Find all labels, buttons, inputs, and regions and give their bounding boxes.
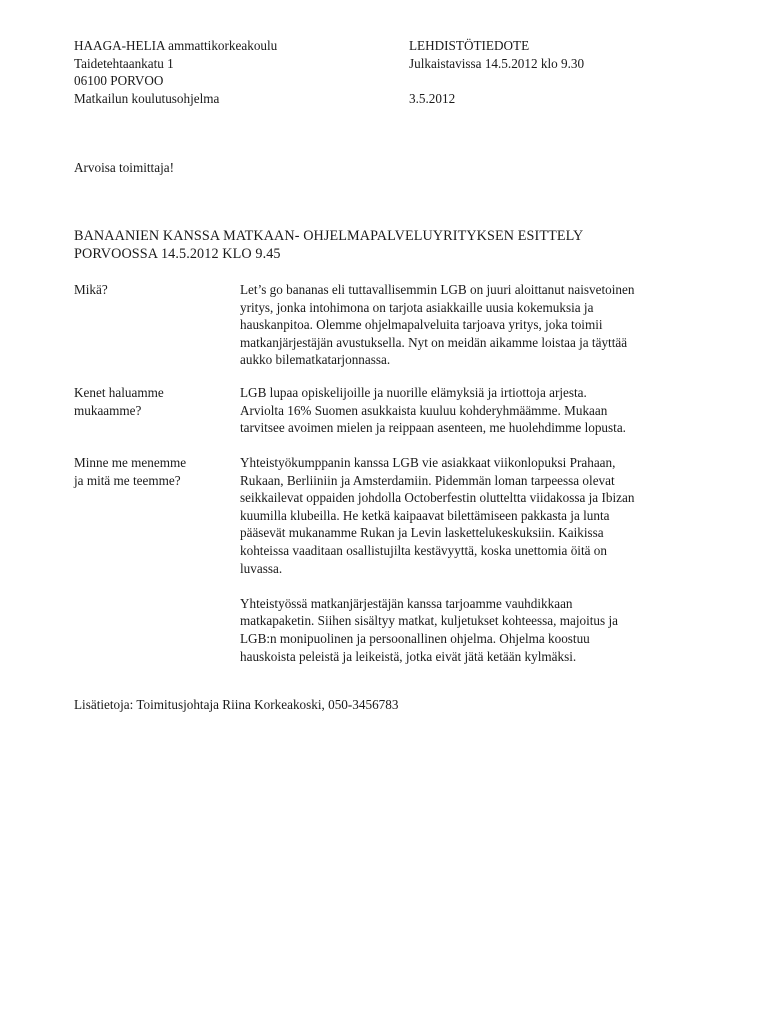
text-line: hauskanpitoa. Olemme ohjelmapalveluita tarjoava yritys, joka toimii [240, 317, 603, 333]
paragraph [240, 454, 700, 577]
text-line: tarvitsee avoimen mielen ja reippaan asenteen, me huolehdimme lopusta. [240, 420, 626, 436]
sender-postal: 06100 PORVOO [74, 73, 164, 89]
section-label [74, 384, 224, 419]
paragraph [240, 384, 700, 437]
headline [74, 228, 694, 263]
text-line: kuumilla klubeilla. He ketkä kaipaavat bilettämiseen pakkasta ja lunta [240, 507, 610, 523]
section-label [74, 454, 224, 489]
sender-street: Taidetehtaankatu 1 [74, 55, 174, 71]
release-embargo: Julkaistavissa 14.5.2012 klo 9.30 [409, 55, 585, 71]
text-line: kohteissa vaaditaan osallistujilta kestävyyttä, koska unettomia öitä on [240, 542, 607, 558]
section-body [240, 281, 700, 369]
sender-organization: HAAGA-HELIA ammattikorkeakoulu [74, 38, 278, 53]
section-label-line: Mikä? [74, 282, 108, 297]
salutation: Arvoisa toimittaja! [74, 160, 174, 175]
text-line: luvassa. [240, 560, 283, 576]
text-line: matkanjärjestäjän avustuksella. Nyt on meidän aikamme loistaa ja täyttää [240, 334, 628, 350]
section-body [240, 384, 700, 437]
text-line: LGB lupaa opiskelijoille ja nuorille elämyksiä ja irtiottoja arjesta. [240, 385, 587, 400]
text-line: yritys, jonka intohimona on tarjota asiakkaille uusia kokemuksia ja [240, 299, 594, 315]
section-label-line: mukaamme? [74, 402, 142, 418]
release-type: LEHDISTÖTIEDOTE [409, 38, 530, 53]
section-body [240, 454, 700, 665]
text-line: Let’s go bananas eli tuttavallisemmin LGB on juuri aloittanut naisvetoinen [240, 282, 635, 297]
release-date: 3.5.2012 [409, 90, 456, 106]
text-line: hauskoista peleistä ja leikeistä, jotka eivät jätä ketään kylmäksi. [240, 648, 577, 664]
headline-line: PORVOOSSA 14.5.2012 KLO 9.45 [74, 245, 281, 262]
section-label-line: ja mitä me teemme? [74, 472, 181, 488]
text-line: LGB:n monipuolinen ja persoonallinen ohjelma. Ohjelma koostuu [240, 630, 590, 646]
text-line: Arviolta 16% Suomen asukkaista kuuluu kohderyhmäämme. Mukaan [240, 402, 608, 418]
text-line: Yhteistyössä matkanjärjestäjän kanssa tarjoamme vauhdikkaan [240, 595, 573, 611]
sender-block [74, 37, 394, 107]
text-line: matkapaketin. Siihen sisältyy matkat, kuljetukset kohteessa, majoitus ja [240, 613, 618, 629]
text-line: pääsevät mukanamme Rukan ja Levin laskettelukeskuksiin. Kaikissa [240, 525, 604, 541]
headline-line: BANAANIEN KANSSA MATKAAN- OHJELMAPALVELUYRITYKSEN ESITTELY [74, 228, 584, 244]
sender-programme: Matkailun koulutusohjelma [74, 90, 220, 106]
paragraph [240, 595, 700, 665]
section-label-line: Minne me menemme [74, 455, 187, 470]
section-label-line: Kenet haluamme [74, 385, 164, 400]
paragraph [240, 281, 700, 369]
text-line: aukko bilematkatarjonnassa. [240, 352, 391, 368]
text-line: seikkailevat oppaiden johdolla Octoberfestin olutteltta viidakossa ja Ibizan [240, 490, 635, 506]
contact-info: Lisätietoja: Toimitusjohtaja Riina Korkeakoski, 050-3456783 [74, 697, 399, 712]
text-line: Rukaan, Berliiniin ja Amsterdamiin. Pidemmän loman tarpeessa olevat [240, 472, 615, 488]
release-block [409, 37, 709, 107]
text-line: Yhteistyökumppanin kanssa LGB vie asiakkaat viikonlopuksi Prahaan, [240, 455, 616, 470]
section-label [74, 281, 224, 299]
